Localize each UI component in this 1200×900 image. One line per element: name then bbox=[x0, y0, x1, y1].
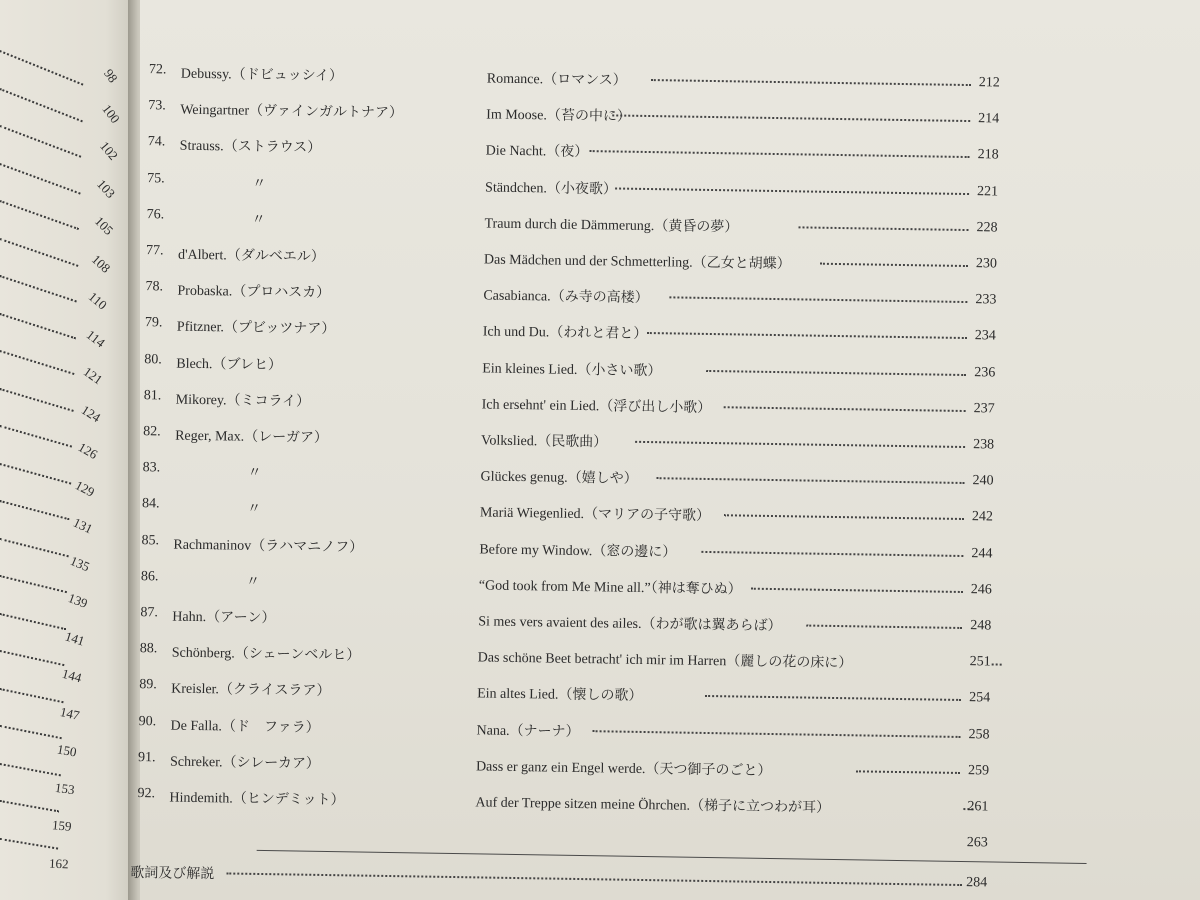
dot-leader bbox=[701, 550, 963, 556]
composer-name: Schreker.（シレーカア） bbox=[169, 754, 320, 772]
dot-leader bbox=[593, 730, 961, 738]
left-page-leader bbox=[0, 725, 62, 739]
page-number: 212 bbox=[978, 75, 1000, 91]
left-page-leader bbox=[0, 425, 72, 448]
left-page-number: 141 bbox=[63, 627, 87, 649]
composer-name: Hahn.（アーン） bbox=[172, 609, 276, 627]
page-number: 214 bbox=[978, 111, 1000, 127]
left-page-number: 105 bbox=[91, 213, 116, 238]
page-number: 221 bbox=[976, 183, 999, 200]
song-title: Before my Window.（窓の邊に） bbox=[479, 541, 677, 561]
toc-entry bbox=[137, 171, 1137, 213]
song-title: Ein kleines Lied.（小さい歌） bbox=[482, 361, 662, 379]
left-page-number: 129 bbox=[73, 476, 98, 500]
left-page-leader bbox=[0, 275, 77, 302]
page-number: 259 bbox=[967, 762, 990, 779]
entry-number: 77. bbox=[145, 243, 164, 259]
left-page-leader bbox=[0, 313, 76, 339]
toc-entry bbox=[136, 207, 1136, 249]
entry-number: 84. bbox=[141, 496, 160, 512]
toc-entry bbox=[130, 605, 1130, 647]
dot-leader bbox=[820, 263, 968, 267]
toc-entry bbox=[128, 750, 1128, 792]
composer-name: De Falla.（ド ファラ） bbox=[170, 718, 320, 736]
entry-number: 89. bbox=[139, 677, 157, 693]
composer-name: Rachmaninov（ラハマニノフ） bbox=[173, 537, 364, 556]
left-page-number: 114 bbox=[83, 326, 108, 350]
left-page-leader bbox=[0, 650, 64, 666]
song-title: Mariä Wiegenlied.（マリアの子守歌） bbox=[479, 505, 711, 525]
song-title: “God took from Me Mine all.”（神は奪ひぬ） bbox=[478, 578, 742, 598]
entry-number: 72. bbox=[148, 62, 167, 78]
song-title: Die Nacht.（夜） bbox=[485, 143, 589, 161]
dot-leader bbox=[806, 625, 962, 629]
page-number: 240 bbox=[972, 473, 994, 489]
toc-entry bbox=[135, 315, 1135, 357]
song-title: Ich ersehnt' ein Lied.（浮び出し小歌） bbox=[481, 397, 712, 416]
dot-leader bbox=[856, 770, 960, 774]
left-page-leader bbox=[0, 463, 71, 484]
ditto-mark: 〃 bbox=[246, 502, 262, 518]
left-page-number: 103 bbox=[94, 175, 119, 201]
entry-number: 88. bbox=[139, 641, 158, 657]
left-page-leader bbox=[0, 88, 82, 122]
toc-entry bbox=[133, 424, 1133, 466]
entry-number: 90. bbox=[138, 713, 157, 729]
page-number: 246 bbox=[970, 581, 992, 598]
composer-name: d'Albert.（ダルベエル） bbox=[177, 247, 325, 265]
ditto-mark: 〃 bbox=[251, 212, 266, 228]
song-title: Si mes vers avaient des ailes.（わが歌は翼あらば） bbox=[478, 614, 782, 635]
toc-extra-entry bbox=[127, 822, 1127, 864]
left-page-number: 100 bbox=[99, 100, 124, 126]
toc-entry bbox=[134, 388, 1134, 430]
dot-leader bbox=[657, 477, 965, 484]
entry-number: 81. bbox=[143, 387, 162, 404]
left-page-leader bbox=[0, 500, 70, 520]
song-title: Ständchen.（小夜歌） bbox=[484, 180, 618, 198]
song-title: Dass er ganz ein Engel werde.（天つ御子のごと） bbox=[475, 759, 772, 779]
song-title: Glückes genug.（嬉しや） bbox=[480, 469, 638, 488]
left-page-leader bbox=[0, 238, 78, 267]
page-number: 236 bbox=[974, 364, 996, 381]
dot-leader bbox=[590, 150, 970, 158]
toc-entry bbox=[127, 786, 1127, 828]
left-page-leader bbox=[0, 613, 66, 630]
entry-number: 83. bbox=[142, 460, 161, 476]
ditto-mark: 〃 bbox=[245, 574, 260, 590]
composer-name: Reger, Max.（レーガア） bbox=[175, 428, 329, 447]
left-page-number: 98 bbox=[101, 66, 121, 86]
left-page-number: 121 bbox=[80, 363, 106, 388]
song-title: Das Mädchen und der Schmetterling.（乙女と胡蝶） bbox=[483, 252, 791, 273]
dot-leader bbox=[615, 187, 969, 195]
left-page-number: 139 bbox=[65, 590, 90, 611]
left-page-leader bbox=[0, 50, 83, 86]
toc-entry bbox=[135, 279, 1135, 321]
dot-leader bbox=[612, 115, 970, 123]
dot-leader bbox=[651, 79, 971, 86]
composer-name: Mikorey.（ミコライ） bbox=[175, 392, 311, 410]
left-page-leader bbox=[0, 688, 63, 703]
entry-number: 82. bbox=[143, 424, 161, 440]
toc-entry bbox=[132, 496, 1132, 538]
entry-number: 80. bbox=[144, 351, 162, 367]
toc-entry bbox=[129, 677, 1129, 719]
left-page-leader bbox=[0, 163, 80, 194]
composer-name: Schönberg.（シェーンベルヒ） bbox=[171, 645, 361, 664]
page-number: 238 bbox=[973, 437, 995, 453]
left-page-number: 131 bbox=[70, 514, 95, 537]
entry-number: 91. bbox=[137, 749, 156, 766]
toc-entry bbox=[132, 460, 1132, 502]
left-page-number: 147 bbox=[58, 703, 81, 723]
composer-name: Weingartner（ヴァインガルトナア） bbox=[180, 102, 404, 122]
dot-leader bbox=[705, 695, 961, 701]
left-page-leader bbox=[0, 200, 79, 230]
left-page-number: 144 bbox=[60, 665, 84, 686]
song-title: Ein altes Lied.（懐しの歌） bbox=[477, 686, 643, 705]
page-number: 233 bbox=[975, 292, 997, 308]
dot-leader bbox=[992, 664, 1002, 666]
dot-leader bbox=[226, 872, 962, 886]
left-page-number: 159 bbox=[51, 817, 73, 834]
toc-entry bbox=[130, 641, 1130, 683]
composer-name: Hindemith.（ヒンデミット） bbox=[169, 790, 345, 809]
left-page-number: 153 bbox=[53, 779, 76, 797]
left-page-leader bbox=[0, 763, 60, 776]
entry-number: 76. bbox=[146, 206, 165, 223]
left-page-leader bbox=[0, 125, 81, 158]
composer-name: Probaska.（プロハスカ） bbox=[177, 283, 331, 302]
song-title: Romance.（ロマンス） bbox=[486, 71, 627, 89]
ditto-mark: 〃 bbox=[252, 176, 267, 192]
song-title: Im Moose.（苔の中に） bbox=[486, 107, 632, 125]
composer-name: Kreisler.（クライスラア） bbox=[171, 681, 331, 700]
left-page-leader bbox=[0, 838, 58, 850]
song-title: Casabianca.（み寺の高楼） bbox=[483, 288, 649, 307]
song-title: Nana.（ナーナ） bbox=[476, 722, 580, 740]
entry-number: 79. bbox=[144, 315, 163, 331]
toc-entry bbox=[139, 62, 1139, 104]
page-number: 244 bbox=[971, 545, 993, 562]
dot-leader bbox=[724, 515, 964, 521]
left-page-number: 126 bbox=[75, 439, 101, 462]
page-number: 263 bbox=[966, 835, 988, 851]
entry-number: 87. bbox=[140, 605, 158, 621]
left-page-leader bbox=[0, 538, 68, 557]
left-page-leader bbox=[0, 575, 67, 593]
left-page-leader bbox=[0, 800, 59, 812]
dot-leader bbox=[798, 226, 968, 231]
toc-entry bbox=[134, 352, 1134, 394]
left-page-number: 108 bbox=[88, 251, 114, 276]
page-number: 251 bbox=[969, 654, 991, 670]
left-page-leader bbox=[0, 350, 75, 375]
composer-name: Strauss.（ストラウス） bbox=[179, 139, 322, 157]
composer-name: Pfitzner.（プビッツナア） bbox=[176, 320, 336, 338]
composer-name: Debussy.（ドビュッシイ） bbox=[180, 66, 344, 85]
left-page-number: 124 bbox=[78, 401, 103, 425]
toc-entry bbox=[131, 569, 1131, 611]
toc-entry bbox=[137, 134, 1137, 176]
left-page-number: 150 bbox=[56, 741, 78, 760]
page-number: 237 bbox=[973, 400, 995, 417]
toc-entry bbox=[136, 243, 1136, 285]
page-number: 248 bbox=[970, 618, 992, 634]
page-number: 228 bbox=[976, 219, 998, 236]
page-number: 242 bbox=[971, 509, 994, 525]
entry-number: 78. bbox=[145, 279, 164, 295]
song-title: Das schöne Beet betracht' ich mir im Harren（麗しの花の床に） bbox=[477, 650, 853, 672]
dot-leader bbox=[635, 441, 965, 448]
composer-name: Blech.（ブレヒ） bbox=[176, 356, 283, 373]
left-page-edge bbox=[0, 0, 132, 900]
entry-number: 75. bbox=[147, 170, 165, 187]
song-title: Ich und Du.（われと君と） bbox=[482, 324, 648, 343]
left-page-number: 102 bbox=[96, 138, 121, 163]
dot-leader bbox=[647, 332, 967, 339]
page-number: 261 bbox=[967, 799, 989, 815]
entry-number: 92. bbox=[137, 786, 156, 802]
dot-leader bbox=[724, 406, 966, 412]
toc-footer-entry bbox=[126, 862, 1126, 900]
toc-entry bbox=[128, 714, 1128, 756]
left-page-leader bbox=[0, 388, 73, 412]
entry-number: 86. bbox=[140, 568, 159, 585]
page-number: 254 bbox=[969, 690, 991, 706]
footer-label: 歌詞及び解説 bbox=[130, 865, 215, 883]
left-page-number: 162 bbox=[49, 855, 70, 871]
song-title: Volkslied.（民歌曲） bbox=[480, 433, 608, 451]
entry-number: 73. bbox=[148, 98, 166, 114]
entry-number: 85. bbox=[141, 532, 160, 548]
song-title: Auf der Treppe sitzen meine Öhrchen.（梯子に立つわが耳） bbox=[475, 795, 831, 816]
entry-number: 74. bbox=[147, 134, 166, 150]
page-number: 258 bbox=[968, 726, 990, 743]
toc-entry bbox=[131, 533, 1131, 575]
dot-leader bbox=[669, 297, 967, 304]
page-number: 218 bbox=[977, 147, 999, 163]
song-title: Traum durch die Dämmerung.（黄昏の夢） bbox=[484, 216, 739, 236]
dot-leader bbox=[751, 587, 963, 592]
ditto-mark: 〃 bbox=[247, 465, 262, 482]
page-number: 234 bbox=[974, 328, 996, 344]
page-number: 284 bbox=[966, 875, 988, 891]
table-of-contents bbox=[126, 0, 1200, 900]
toc-entry bbox=[138, 98, 1138, 140]
page-number: 230 bbox=[975, 256, 998, 272]
dot-leader bbox=[706, 370, 966, 376]
left-page-number: 135 bbox=[68, 552, 93, 574]
right-page bbox=[130, 0, 1200, 900]
left-page-number: 110 bbox=[86, 288, 111, 313]
